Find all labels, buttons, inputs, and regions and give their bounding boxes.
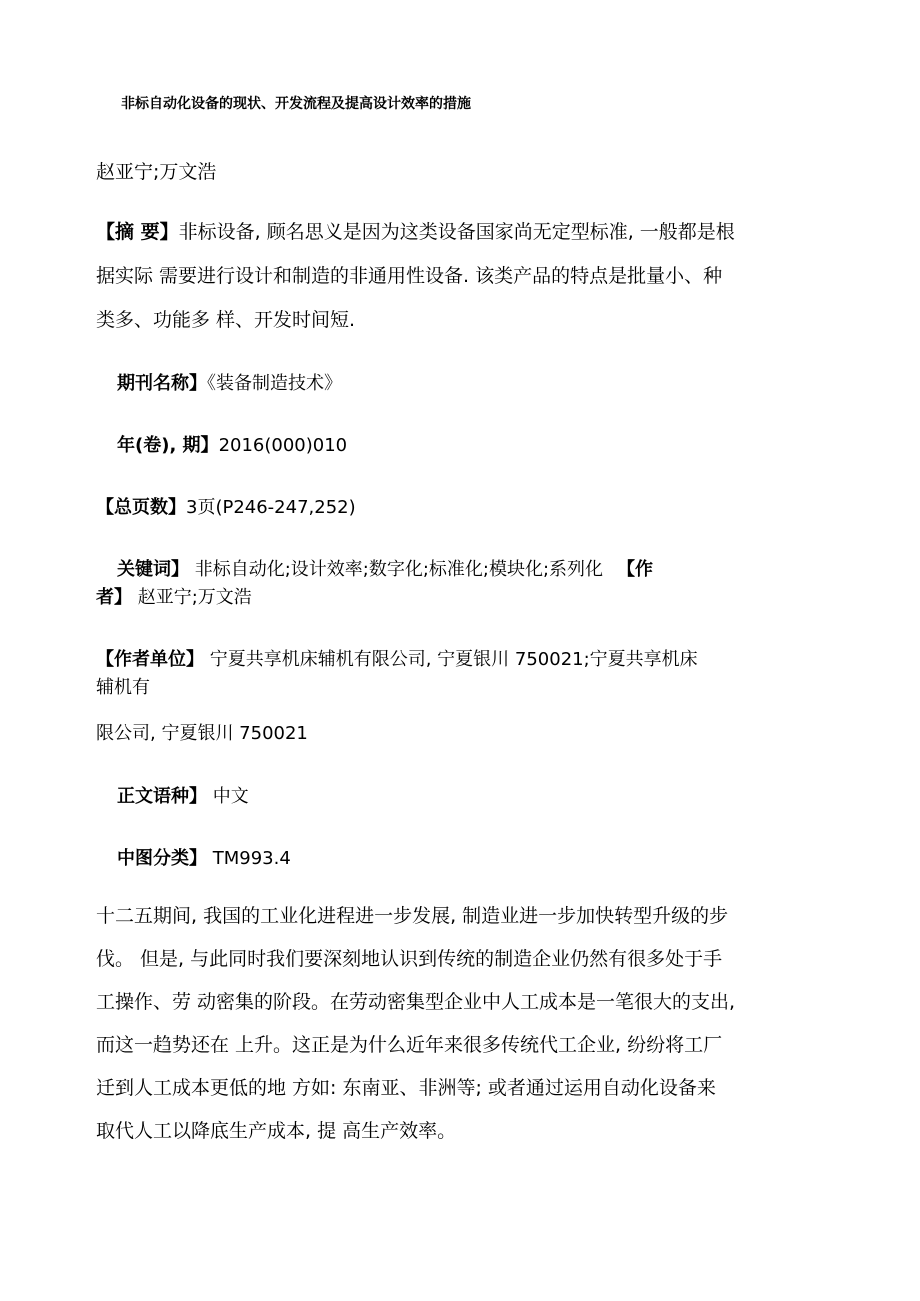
page-count-value: 3页(P246-247,252) (186, 497, 356, 518)
journal-name-value: 《装备制造技术》 (207, 373, 342, 394)
body-line: 十二五期间, 我国的工业化进程进一步发展, 制造业进一步加快转型升级的步 (96, 905, 729, 927)
page-count-label: 【总页数】 (96, 497, 186, 518)
paper-title: 非标自动化设备的现状、开发流程及提高设计效率的措施 (121, 96, 471, 112)
body-line: 迁到人工成本更低的地 方如: 东南亚、非洲等; 或者通过运用自动化设备来 (96, 1077, 716, 1099)
author-line (96, 584, 653, 612)
page-count-field (96, 494, 356, 522)
classification-label: 中图分类】 (117, 848, 207, 869)
keywords-value: 非标自动化;设计效率;数字化;标准化;模块化;系列化 (189, 559, 604, 580)
language-label: 正文语种】 (117, 786, 207, 807)
journal-name-field (117, 370, 342, 398)
abstract-line-3: 类多、功能多 样、开发时间短. (96, 309, 356, 331)
issue-label: 年(卷), 期】 (117, 435, 219, 456)
keywords-label: 关键词】 (117, 559, 189, 580)
abstract-line-2: 据实际 需要进行设计和制造的非通用性设备. 该类产品的特点是批量小、种 (96, 265, 723, 287)
keywords-field (96, 556, 653, 612)
abstract-section (96, 210, 836, 342)
language-field (117, 783, 249, 811)
affiliation-field (96, 646, 698, 702)
issue-field (117, 432, 347, 460)
keywords-line (96, 556, 653, 584)
affiliation-continued: 限公司, 宁夏银川 750021 (96, 723, 308, 744)
affiliation-line-1 (96, 646, 698, 674)
language-value: 中文 (207, 786, 249, 807)
body-paragraph (96, 895, 856, 1153)
affiliation-value-1: 宁夏共享机床辅机有限公司, 宁夏银川 750021;宁夏共享机床 (204, 649, 698, 670)
journal-name-label: 期刊名称】 (117, 373, 207, 394)
body-line: 工操作、劳 动密集的阶段。在劳动密集型企业中人工成本是一笔很大的支出, (96, 991, 736, 1013)
author-value: 赵亚宁;万文浩 (132, 587, 252, 608)
abstract-line-1 (96, 210, 836, 254)
abstract-text: 非标设备, 顾名思义是因为这类设备国家尚无定型标准, 一般都是根 (178, 221, 735, 243)
paper-authors: 赵亚宁;万文浩 (96, 161, 217, 183)
classification-field (117, 845, 291, 873)
author-label-end: 者】 (96, 587, 132, 608)
author-label-start: 【作 (617, 559, 654, 580)
body-line: 而这一趋势还在 上升。这正是为什么近年来很多传统代工企业, 纷纷将工厂 (96, 1034, 723, 1056)
affiliation-line-2: 辅机有 (96, 677, 150, 698)
classification-value: TM993.4 (207, 848, 291, 869)
body-line: 伐。 但是, 与此同时我们要深刻地认识到传统的制造企业仍然有很多处于手 (96, 948, 723, 970)
abstract-label: 【摘 要】 (96, 221, 179, 243)
affiliation-label: 【作者单位】 (96, 649, 204, 670)
body-line: 取代人工以降底生产成本, 提 高生产效率。 (96, 1120, 457, 1142)
issue-value: 2016(000)010 (218, 435, 348, 456)
